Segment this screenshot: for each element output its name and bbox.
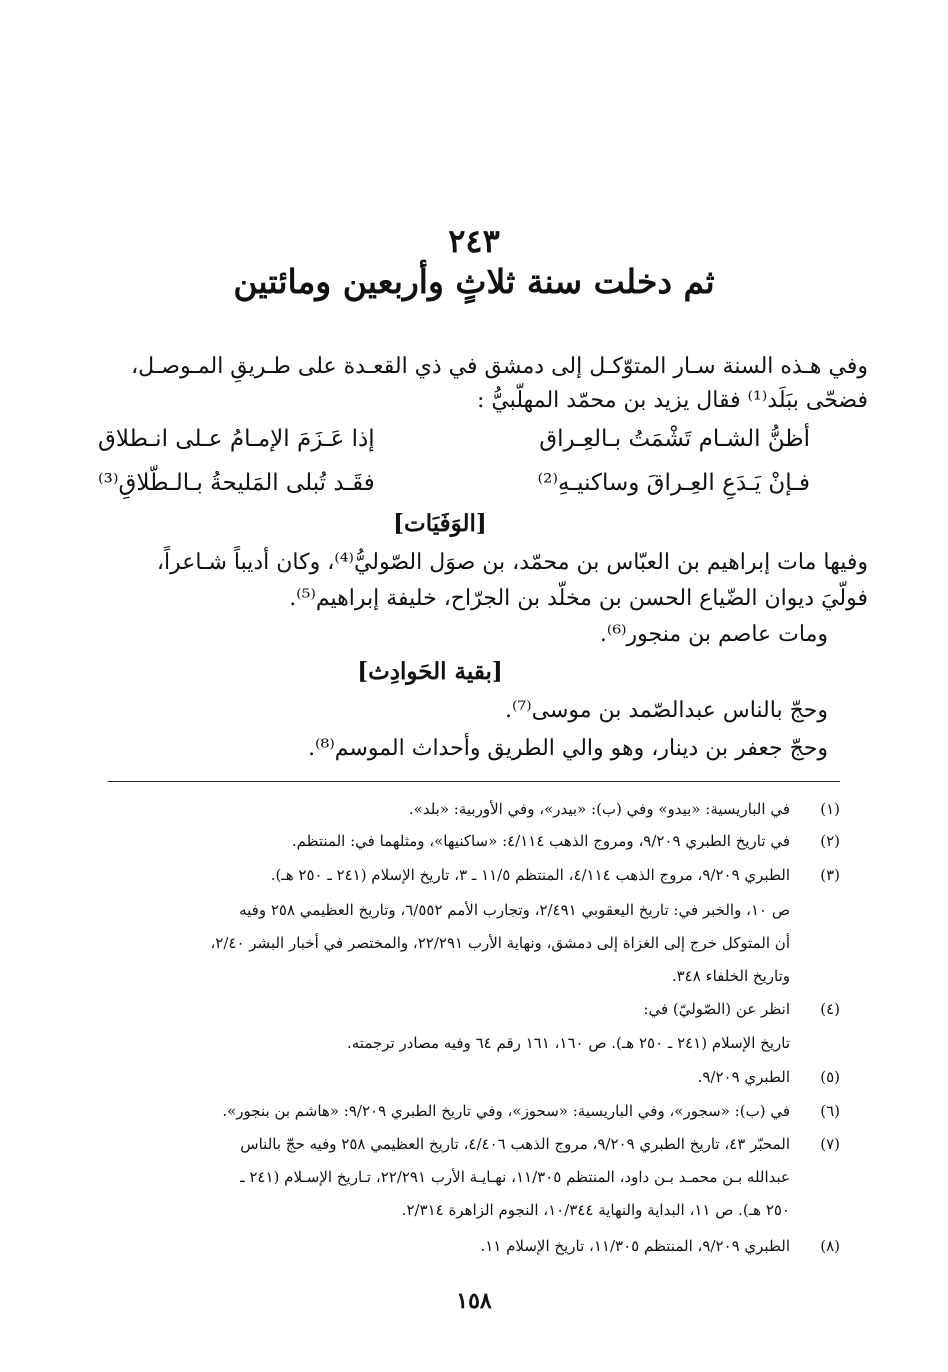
footnote-text: في (ب): «سجور»، وفي الباريسية: «سحوز»، وفي تاريخ الطبري ٩/٢٠٩: «هاشم بن بنجور». [222, 1102, 790, 1120]
year-number: ٢٤٣ [448, 222, 500, 260]
verse-line [98, 470, 810, 504]
section-heading-hawadith: [بقية الحَوادِث] [357, 658, 503, 685]
paragraph-line: فضحّى ببَلَد⁽¹⁾ فقال يزيد بن محمّد المهلّبيُّ : [476, 388, 868, 413]
footnote-text-continued: ٢٥٠ هـ). ص ١١، البداية والنهاية ١٠/٣٤٤، النجوم الزاهرة ٢/٣١٤. [401, 1201, 790, 1219]
footnote-text: في الباريسية: «بيدو» وفي (ب): «بيدر»، وفي الأوربية: «بلد». [408, 800, 790, 818]
paragraph-line: ومات عاصم بن منجور⁽⁶⁾. [599, 622, 828, 647]
footnote-number: (٣) [820, 866, 840, 884]
footnote-text: المحبّر ٤٣، تاريخ الطبري ٩/٢٠٩، مروج الذهب ٤/٤٠٦، تاريخ العظيمي ٢٥٨ وفيه حجّ بالناس [240, 1135, 790, 1153]
footnote-text-continued: عبدالله بـن محمـد بـن داود، المنتظم ١١/٣٠٥، نهـايـة الأرب ٢٢/٢٩١، تـاريخ الإسـلام (٢٤١ ـ [240, 1168, 790, 1186]
footnote-number: (٦) [820, 1102, 840, 1120]
chapter-title: ثم دخلت سنة ثلاثٍ وأربعين ومائتين [233, 262, 715, 301]
paragraph-line: وحجّ بالناس عبدالصّمد بن موسى⁽⁷⁾. [504, 698, 828, 723]
paragraph-line: فولّيَ ديوان الضّياع الحسن بن مخلّد بن الجرّاح، خليفة إبراهيم⁽⁵⁾. [289, 586, 868, 611]
footnote-number: (٨) [820, 1237, 840, 1255]
footnote-text: الطبري ٩/٢٠٩. [697, 1068, 790, 1086]
page-number: ١٥٨ [456, 1288, 492, 1314]
footnote-text: انظر عن (الصّوليّ) في: [643, 1000, 790, 1018]
footnote-number: (٢) [820, 832, 840, 850]
footnote-divider [108, 781, 840, 782]
footnote-text: الطبري ٩/٢٠٩، المنتظم ١١/٣٠٥، تاريخ الإسلام ١١. [480, 1237, 790, 1255]
verse-second-hemistich: إذا عَـزَمَ الإمـامُ عـلى انـطلاق [98, 426, 375, 452]
footnote-text-continued: وتاريخ الخلفاء ٣٤٨. [671, 967, 790, 985]
footnote-text: الطبري ٩/٢٠٩، مروج الذهب ٤/١١٤، المنتظم ١١/٥ ـ ٣، تاريخ الإسلام (٢٤١ ـ ٢٥٠ هـ). [270, 866, 790, 884]
footnote-text-continued: ص ١٠، والخبر في: تاريخ اليعقوبي ٢/٤٩١، وتجارب الأمم ٦/٥٥٢، وتاريخ العظيمي ٢٥٨ وفيه [239, 901, 790, 919]
section-heading-wafayat: [الوَفَيَات] [393, 510, 487, 537]
paragraph-line: وحجّ جعفر بن دينار، وهو والي الطريق وأحداث الموسم⁽⁸⁾. [308, 736, 828, 761]
footnote-number: (٧) [820, 1135, 840, 1153]
footnote-text: في تاريخ الطبري ٩/٢٠٩، ومروج الذهب ٤/١١٤: «ساكنيها»، ومثلهما في: المنتظم. [291, 832, 790, 850]
paragraph-line: وفيها مات إبراهيم بن العبّاس بن محمّد، بن صوَل الصّوليُّ⁽⁴⁾، وكان أديباً شـاعراً، [156, 550, 868, 575]
verse-line [98, 426, 810, 460]
verse-first-hemistich: فـإنْ يَـدَعِ العِـراقَ وساكنيـهِ⁽²⁾ [537, 470, 810, 496]
footnote-number: (١) [820, 800, 840, 818]
paragraph-line: وفي هـذه السنة سـار المتوّكـل إلى دمشق في ذي القعـدة على طـريقِ المـوصـل، [131, 354, 868, 379]
footnote-text-continued: أن المتوكل خرج إلى الغزاة إلى دمشق، ونهاية الأرب ٢٢/٢٩١، والمختصر في أخبار البشر ٢/٤٠، [210, 934, 790, 952]
verse-first-hemistich: أظنُّ الشـام تَشْمَتُ بـالعِـراق [539, 426, 810, 452]
footnote-number: (٤) [820, 1000, 840, 1018]
footnote-text-continued: تاريخ الإسلام (٢٤١ ـ ٢٥٠ هـ). ص ١٦٠، ١٦١ رقم ٦٤ وفيه مصادر ترجمته. [347, 1034, 790, 1052]
footnote-number: (٥) [820, 1068, 840, 1086]
verse-second-hemistich: فقَـد تُبلى المَليحةُ بـالـطّلاقِ⁽³⁾ [98, 470, 375, 496]
